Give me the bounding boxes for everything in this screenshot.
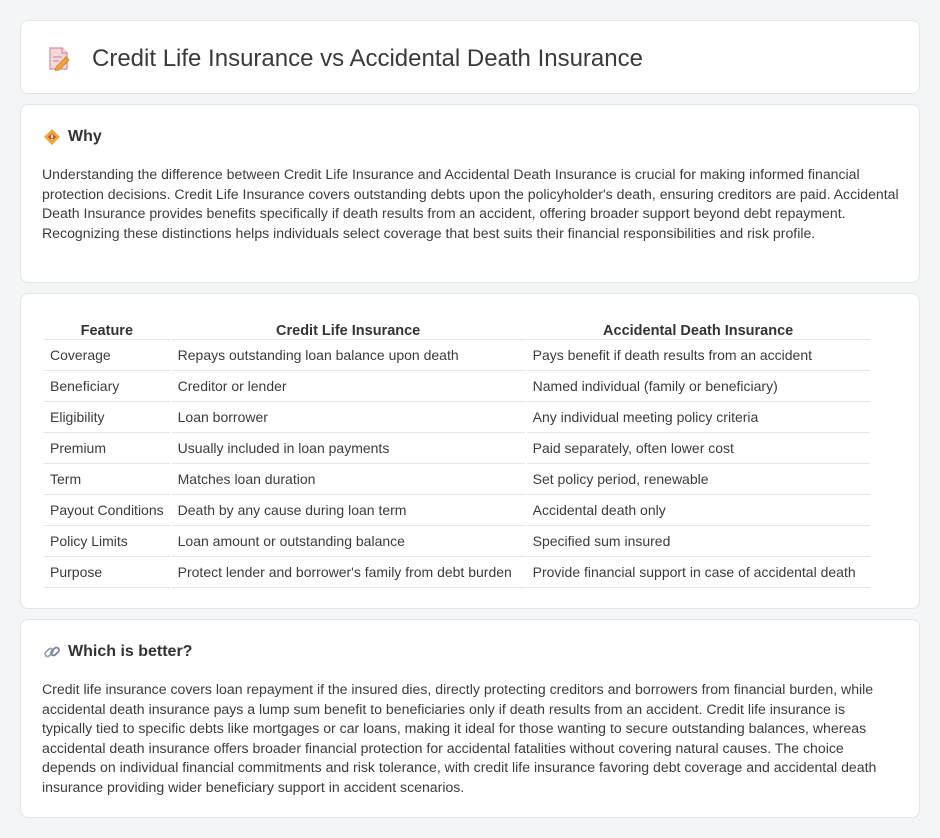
feature-cell: Premium [44, 433, 170, 464]
why-title: Why [68, 128, 102, 145]
credit-life-cell: Repays outstanding loan balance upon death [172, 340, 525, 371]
feature-cell: Eligibility [44, 402, 170, 433]
which-better-section [20, 619, 920, 818]
table-row [44, 371, 870, 402]
table-row [44, 464, 870, 495]
accidental-death-cell: Any individual meeting policy criteria [527, 402, 870, 433]
credit-life-cell: Death by any cause during loan term [172, 495, 525, 526]
feature-cell: Purpose [44, 557, 170, 588]
credit-life-cell: Loan borrower [172, 402, 525, 433]
feature-cell: Term [44, 464, 170, 495]
credit-life-cell: Matches loan duration [172, 464, 525, 495]
which-better-title: Which is better? [68, 643, 193, 660]
accidental-death-cell: Paid separately, often lower cost [527, 433, 870, 464]
why-section [20, 104, 920, 283]
table-row [44, 340, 870, 371]
table-row [44, 526, 870, 557]
accidental-death-cell: Pays benefit if death results from an accident [527, 340, 870, 371]
link-icon [43, 643, 61, 661]
accidental-death-cell: Named individual (family or beneficiary) [527, 371, 870, 402]
table-header-row [44, 314, 870, 340]
accidental-death-cell: Specified sum insured [527, 526, 870, 557]
feature-cell: Policy Limits [44, 526, 170, 557]
which-better-heading [43, 642, 192, 662]
comparison-table [42, 314, 872, 588]
feature-cell: Beneficiary [44, 371, 170, 402]
table-row [44, 495, 870, 526]
header-card [20, 20, 920, 94]
column-header-credit-life: Credit Life Insurance [172, 314, 525, 340]
credit-life-cell: Protect lender and borrower's family from debt burden [172, 557, 525, 588]
page-title: Credit Life Insurance vs Accidental Death Insurance [92, 45, 643, 72]
accidental-death-cell: Accidental death only [527, 495, 870, 526]
comparison-section [20, 293, 920, 609]
why-heading [43, 127, 102, 147]
diamond-warning-icon [43, 128, 61, 146]
table-row [44, 557, 870, 588]
why-text: Understanding the difference between Credit Life Insurance and Accidental Death Insurance is crucial for making informed financial protection decisions. Credit Life Insurance covers outstanding debts upon the policyholder's death, ensuring creditors are paid. Accidental Death Insurance provides benefits specifically if death results from an accident, offering broader support beyond debt repayment. Recognizing these distinctions helps individuals select coverage that best suits their financial responsibilities and risk profile. [42, 166, 899, 241]
feature-cell: Payout Conditions [44, 495, 170, 526]
credit-life-cell: Usually included in loan payments [172, 433, 525, 464]
credit-life-cell: Creditor or lender [172, 371, 525, 402]
column-header-accidental-death: Accidental Death Insurance [527, 314, 870, 340]
feature-cell: Coverage [44, 340, 170, 371]
table-row [44, 433, 870, 464]
accidental-death-cell: Set policy period, renewable [527, 464, 870, 495]
document-pencil-icon [47, 46, 71, 72]
which-better-text: Credit life insurance covers loan repayment if the insured dies, directly protecting creditors and borrowers from financial burden, while accidental death insurance pays a lump sum benefit to beneficiaries only if death results from an accident. Credit life insurance is typically tied to specific debts like mortgages or car loans, making it ideal for those wanting to secure outstanding balances, whereas accidental death insurance offers broader financial protection for accidental fatalities without covering natural causes. The choice depends on individual financial commitments and risk tolerance, with credit life insurance favoring debt coverage and accidental death insurance providing wider beneficiary support in accident scenarios. [42, 681, 877, 795]
column-header-feature: Feature [44, 314, 170, 340]
table-row [44, 402, 870, 433]
accidental-death-cell: Provide financial support in case of accidental death [527, 557, 870, 588]
credit-life-cell: Loan amount or outstanding balance [172, 526, 525, 557]
